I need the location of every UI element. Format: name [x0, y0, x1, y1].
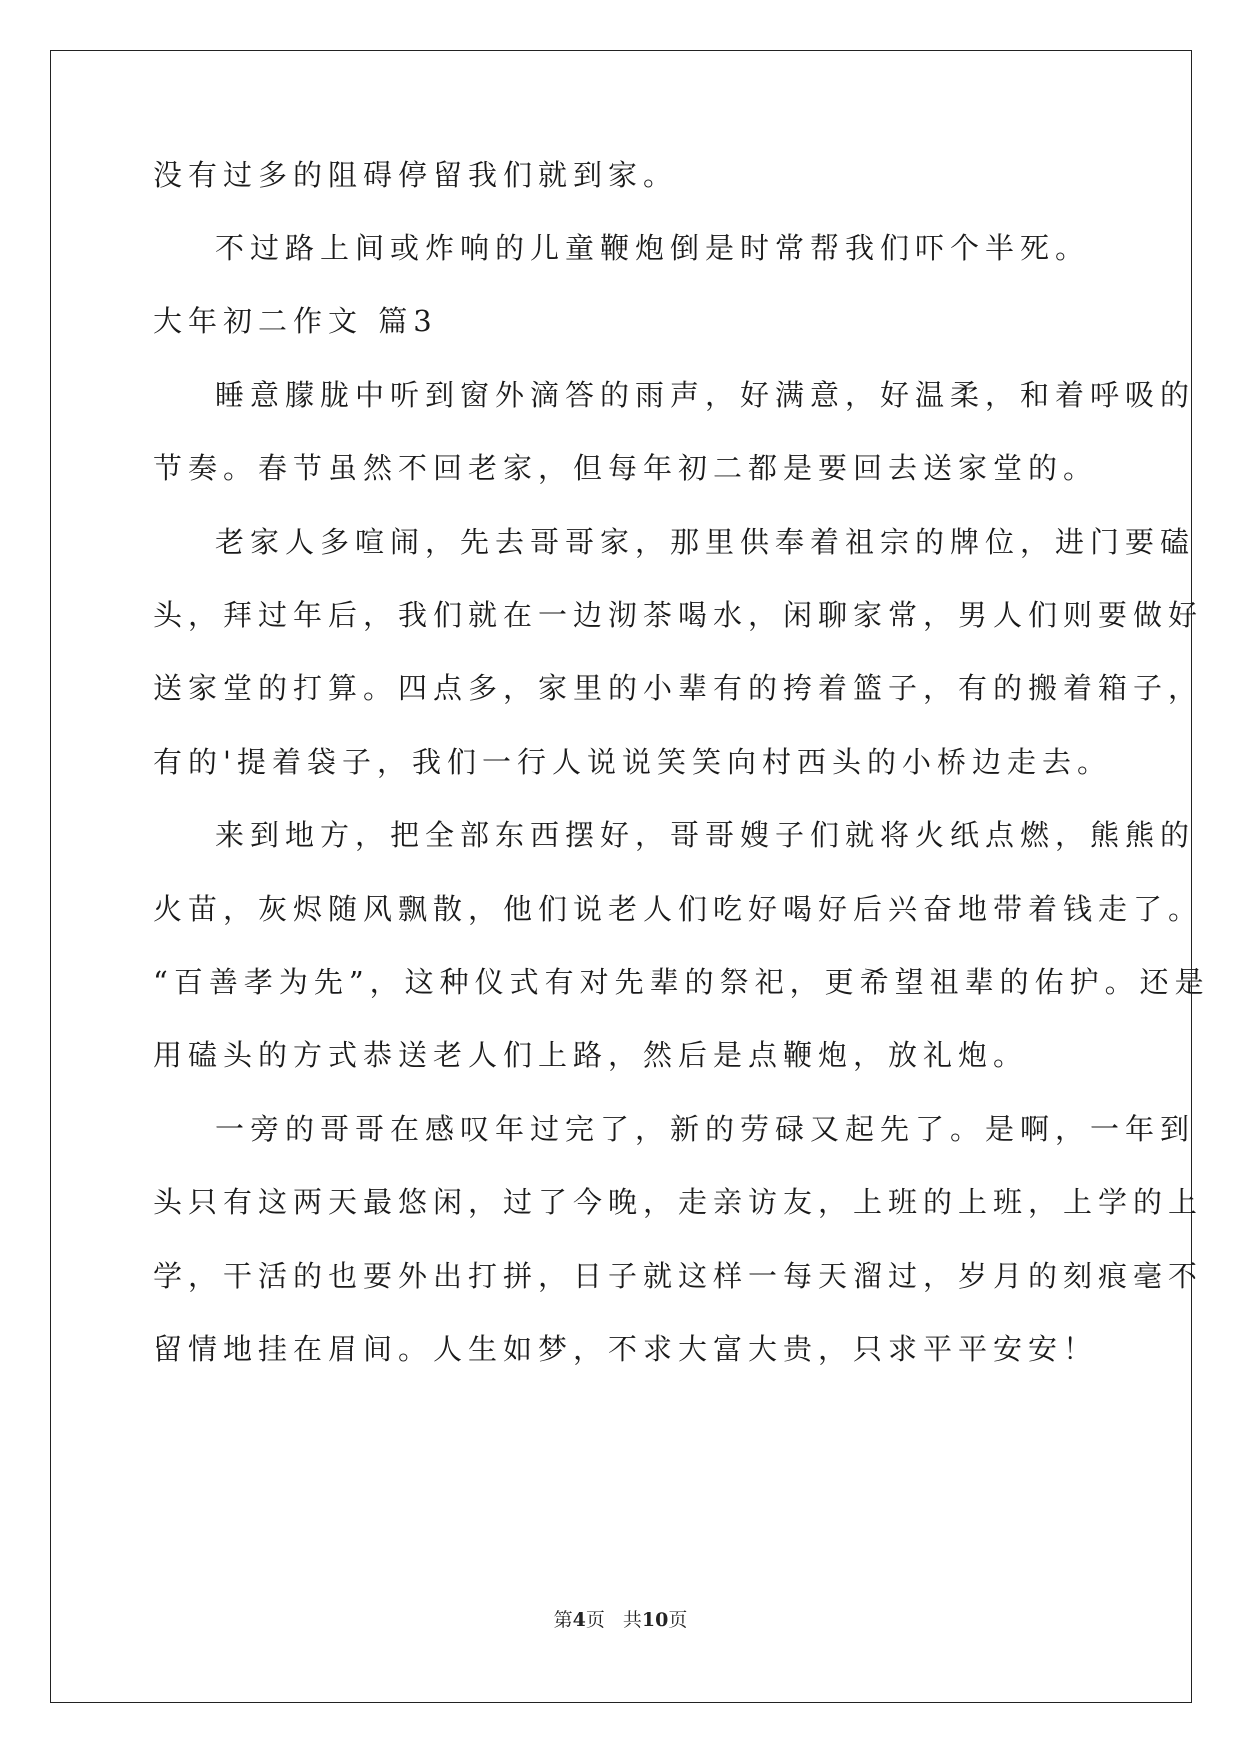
text-line: 没有过多的阻碍停留我们就到家。 — [153, 158, 679, 192]
page-border — [50, 50, 1192, 1703]
text-line: 节奏。春节虽然不回老家，但每年初二都是要回去送家堂的。 — [153, 451, 1099, 485]
text-line: 留情地挂在眉间。人生如梦，不求大富大贵，只求平平安安！ — [153, 1332, 1099, 1366]
paragraph-line: 睡意朦胧中听到窗外滴答的雨声，好满意，好温柔，和着呼吸的 — [215, 378, 1196, 412]
paragraph-line: 不过路上间或炸响的儿童鞭炮倒是时常帮我们吓个半死。 — [215, 231, 1091, 265]
text-line: “百善孝为先”，这种仪式有对先辈的祭祀，更希望祖辈的佑护。还是 — [153, 965, 1210, 999]
text-line: 头只有这两天最悠闲，过了今晚，走亲访友，上班的上班，上学的上 — [153, 1185, 1204, 1219]
text-line: 有的'提着袋子，我们一行人说说笑笑向村西头的小桥边走去。 — [153, 745, 1112, 779]
paragraph-line: 一旁的哥哥在感叹年过完了，新的劳碌又起先了。是啊，一年到 — [215, 1112, 1196, 1146]
text-line: 头，拜过年后，我们就在一边沏茶喝水，闲聊家常，男人们则要做好 — [153, 598, 1204, 632]
text-line: 火苗，灰烬随风飘散，他们说老人们吃好喝好后兴奋地带着钱走了。 — [153, 892, 1204, 926]
total-page-count: 10 — [641, 1609, 669, 1631]
text-line: 用磕头的方式恭送老人们上路，然后是点鞭炮，放礼炮。 — [153, 1038, 1029, 1072]
text-line: 送家堂的打算。四点多，家里的小辈有的挎着篮子，有的搬着箱子， — [153, 671, 1204, 705]
text-line: 学，干活的也要外出打拼，日子就这样一每天溜过，岁月的刻痕毫不 — [153, 1259, 1204, 1293]
current-page-number: 4 — [572, 1609, 586, 1631]
page-footer — [0, 1605, 1241, 1632]
paragraph-line: 老家人多喧闹，先去哥哥家，那里供奉着祖宗的牌位，进门要磕 — [215, 525, 1196, 559]
footer-page-suffix: 页 — [585, 1609, 605, 1631]
paragraph-line: 来到地方，把全部东西摆好，哥哥嫂子们就将火纸点燃，熊熊的 — [215, 818, 1196, 852]
footer-total-suffix: 页 — [668, 1609, 688, 1631]
footer-prefix: 第 — [553, 1609, 573, 1631]
footer-total-prefix: 共 — [622, 1609, 642, 1631]
section-heading: 大年初二作文 篇3 — [153, 304, 438, 338]
